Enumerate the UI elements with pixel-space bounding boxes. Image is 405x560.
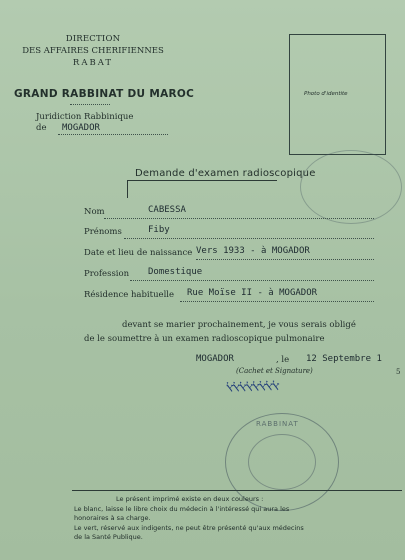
field-value-nom: CABESSA	[148, 205, 186, 215]
field-label-profession: Profession	[84, 269, 130, 279]
header-city: RABAT	[72, 58, 114, 68]
header-affaires: DES AFFAIRES CHERIFIENNES	[22, 46, 164, 56]
form-title: Demande d'examen radioscopique	[135, 168, 316, 179]
field-value-residence: Rue Moïse II - à MOGADOR	[187, 288, 318, 298]
field-label-nom: Nom	[84, 207, 105, 217]
stamp-bottom-inner-ring	[248, 434, 316, 490]
header-de-label: de	[36, 123, 47, 133]
field-value-prenoms: Fiby	[148, 225, 170, 235]
field-value-naissance: Vers 1933 - à MOGADOR	[196, 246, 310, 256]
stamp-bottom-text: RABBINAT	[256, 420, 299, 428]
edge-number: 5	[396, 368, 401, 376]
date-value: 12 Septembre 1	[306, 354, 382, 364]
photo-box	[289, 34, 386, 155]
footer-line-4: Le vert, réservé aux indigents, ne peut être présenté qu'aux médecins	[74, 524, 304, 532]
stamp-top-right	[300, 150, 402, 224]
date-prefix: , le	[276, 355, 290, 365]
header-direction: DIRECTION	[65, 34, 121, 44]
photo-label: Photo d'identite	[304, 91, 348, 97]
field-dotline-prenoms	[124, 238, 374, 239]
title-bracket	[127, 180, 128, 198]
footer-line-1: Le présent imprimé existe en deux couleurs :	[116, 495, 264, 503]
place-value: MOGADOR	[196, 354, 234, 364]
request-line-1: devant se marier prochainement, je vous serais obligé	[122, 320, 356, 330]
header-juridiction: Juridiction Rabbinique	[36, 112, 134, 122]
field-label-prenoms: Prénoms	[84, 227, 122, 237]
header-grand-rabbinat: GRAND RABBINAT DU MAROC	[14, 88, 195, 100]
footer-line-2: Le blanc, laisse le libre choix du médecin à l'intéressé qui aura les	[74, 505, 290, 513]
title-underline	[127, 180, 277, 181]
header-de-dotline	[58, 134, 168, 135]
field-value-profession: Domestique	[148, 267, 203, 277]
request-line-2: de le soumettre à un examen radioscopique pulmonaire	[84, 334, 325, 344]
header-divider	[70, 104, 110, 105]
field-dotline-residence	[180, 301, 374, 302]
cachet-label: (Cachet et Signature)	[236, 367, 313, 375]
field-label-residence: Résidence habituelle	[84, 290, 175, 300]
field-dotline-profession	[130, 280, 374, 281]
field-label-naissance: Date et lieu de naissance	[84, 248, 193, 258]
field-dotline-nom	[104, 218, 374, 219]
footer-separator	[72, 490, 402, 491]
footer-line-3: honoraires à sa charge.	[74, 514, 151, 522]
footer-line-5: de la Santé Publique.	[74, 533, 143, 541]
field-dotline-naissance	[196, 259, 374, 260]
header-de-value: MOGADOR	[62, 123, 100, 133]
signature: ﭏﭏﭏﭏﭏﭏﭏﭏ	[225, 379, 279, 395]
